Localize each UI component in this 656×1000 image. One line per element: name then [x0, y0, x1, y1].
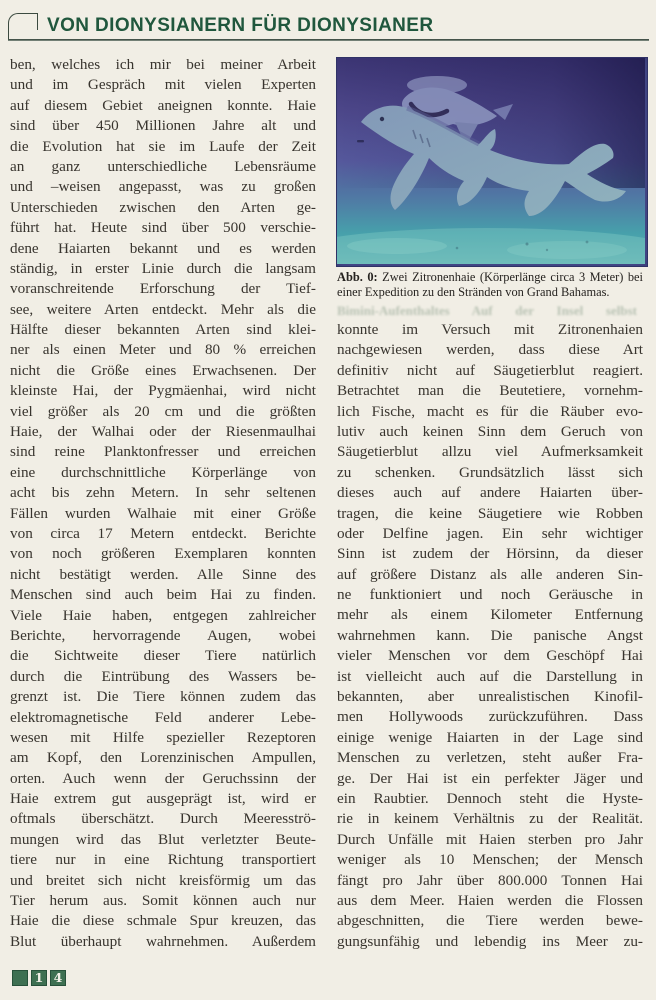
page-number	[12, 970, 66, 986]
text-line: ein Raubtier. Dennoch steht die Hyste-	[337, 789, 643, 807]
text-line: Hälfte dieser bekannten Arten sind klei-	[10, 321, 316, 339]
text-line: voranschreitende Erforschung der Tief-	[10, 280, 316, 298]
text-line: am Kopf, den Lorenzinischen Ampullen,	[10, 749, 316, 767]
text-line: bekannten, aber unrealistischen Kinofil-	[337, 688, 643, 706]
text-line: zu schenken. Grundsätzlich lässt sich	[337, 463, 643, 481]
text-line: Berichte, hervorragende Augen, wobei	[10, 626, 316, 644]
figure-caption-line1	[337, 270, 643, 285]
text-line: definitiv nicht auf Säugetierblut reagiert.	[337, 361, 643, 379]
text-line: weniger als 10 Menschen; der Mensch	[337, 851, 643, 869]
text-line: ner als einen Meter und 80 % erreichen	[10, 341, 316, 359]
text-line: tragen, die keine Säugetiere wie Robben	[337, 504, 643, 522]
figure-photo	[336, 57, 648, 267]
text-line: mungen wird das Blut verletzter Beute-	[10, 830, 316, 848]
text-line: tiere nur in eine Richtung transportiert	[10, 851, 316, 869]
text-line: viel größer als 20 cm und die größten	[10, 402, 316, 420]
text-line: aus dem Meer. Haien werden die Flossen	[337, 891, 643, 909]
text-line: ständig, in erster Linie durch die langsam	[10, 259, 316, 277]
text-line: fängt pro Jahr über 800.000 Tonnen Hai	[337, 871, 643, 889]
text-line: von circa 17 Metern entdeckt. Berichte	[10, 524, 316, 542]
right-column	[337, 320, 643, 952]
left-column	[10, 55, 316, 952]
text-line: lutiv auch keinen Sinn dem Geruch von	[337, 422, 643, 440]
text-line: die Evolution hat sie im Laufe der Zeit	[10, 137, 316, 155]
text-line: von noch größeren Exemplaren konnten	[10, 545, 316, 563]
page-number-digit-2: 4	[50, 970, 66, 986]
page-number-digit-1: 1	[31, 970, 47, 986]
text-line: ist vielleicht auch auf die Darstellung in	[337, 667, 643, 685]
text-line: dene Haiarten bekannt und es werden	[10, 239, 316, 257]
text-line: oftmals überschätzt. Durch Meeresströ-	[10, 810, 316, 828]
figure-caption-label: Abb. 0:	[337, 270, 378, 284]
text-line: men Hollywoods zurückzuführen. Dass	[337, 708, 643, 726]
text-line: elektromagnetische Feld anderer Lebe-	[10, 708, 316, 726]
text-line: auf größere Distanz als alle anderen Sin-	[337, 565, 643, 583]
text-line: lich Fische, macht es für die Räuber evo-	[337, 402, 643, 420]
lemon-sharks-illustration	[337, 58, 645, 264]
text-line: Betrachtet man die Beutetiere, vornehm-	[337, 382, 643, 400]
text-line: Viele Haie haben, entgegen zahlreicher	[10, 606, 316, 624]
text-line: Menschen zu verletzen, steht außer Fra-	[337, 749, 643, 767]
show-through-text: Bimini-Aufenthaltes Auf der Insel selbst	[337, 303, 637, 318]
text-line: die Sichtweite dieser Tiere natürlich	[10, 647, 316, 665]
text-line: Säugetierblut allzu viel Aufmerksamkeit	[337, 443, 643, 461]
figure-caption-line1-text: Zwei Zitronenhaie (Körperlänge circa 3 Meter) bei	[377, 270, 643, 284]
text-line: vieler Menschen vor dem Geschöpf Hai	[337, 647, 643, 665]
text-line: nicht bestätigt werden. Alle Sinne des	[10, 565, 316, 583]
header-tab-ornament	[8, 13, 38, 41]
text-line: mehr als einem Kilometer Entfernung	[337, 606, 643, 624]
text-line: Tier herum aus. Somit können auch nur	[10, 892, 316, 910]
text-line: Durch Unfälle mit Haien sterben pro Jahr	[337, 830, 643, 848]
text-line: ben, welches ich mir bei meiner Arbeit	[10, 56, 316, 73]
text-line: rie in keinem Verhältnis zu der Realität.	[337, 810, 643, 828]
figure-caption-line2: einer Expedition zu den Stränden von Grand Bahamas.	[337, 285, 610, 300]
text-line: wahrnehmen kann. Die panische Angst	[337, 626, 643, 644]
text-line: grenzt ist. Die Tiere können zudem das	[10, 688, 316, 706]
header-rule	[8, 39, 649, 41]
text-line: Haie die diese schmale Spur kreuzen, das	[10, 912, 316, 930]
text-line: konnte im Versuch mit Zitronenhaien	[337, 321, 643, 338]
text-line: Blut überhaupt wahrnehmen. Außerdem	[10, 932, 316, 950]
text-line: und –weisen angepasst, was zu großen	[10, 178, 316, 196]
text-line: Haie extrem gut ausgeprägt ist, wird er	[10, 790, 316, 808]
text-line: ne funktioniert und noch Geräusche in	[337, 586, 643, 604]
text-line: und breitet sich nicht kreisförmig um das	[10, 871, 316, 889]
text-line: Menschen sind auch beim Hai zu finden.	[10, 586, 316, 604]
figure-caption	[337, 270, 643, 301]
text-line: Sinn ist zudem der Hörsinn, da dieser	[337, 545, 643, 563]
text-line: kleinste Hai, der Pygmäenhai, wird nicht	[10, 382, 316, 400]
text-line: Unterschieden zwischen den Arten ge-	[10, 198, 316, 216]
text-line: dieses auch auf andere Haiarten über-	[337, 484, 643, 502]
text-line: Haie, der Walhai oder der Riesenmaulhai	[10, 423, 316, 441]
text-line: nachgewiesen werden, dass diese Art	[337, 341, 643, 359]
text-line: durch die Eintrübung des Wassers be-	[10, 667, 316, 685]
text-line: orten. Auch wenn der Geruchssinn der	[10, 769, 316, 787]
text-line: see, weitere Arten entdeckt. Mehr als die	[10, 300, 316, 318]
text-line: und im Gespräch mit vielen Experten	[10, 76, 316, 94]
text-line: sind reine Planktonfresser und erreichen	[10, 443, 316, 461]
text-line: gungsunfähig und lebendig ins Meer zu-	[337, 932, 643, 950]
text-line: ge. Der Hai ist ein perfekter Jäger und	[337, 769, 643, 787]
text-line: einige wenige Haiarten in der Lage sind	[337, 728, 643, 746]
text-line: eine durchschnittliche Körperlänge von	[10, 463, 316, 481]
text-line: auf diesem Gebiet aneignen konnte. Haie	[10, 96, 316, 114]
page-title: VON DIONYSIANERN FÜR DIONYSIANER	[47, 15, 434, 36]
text-line: oder Delfine jagen. Ein sehr wichtiger	[337, 524, 643, 542]
text-line: sind über 450 Millionen Jahre alt und	[10, 117, 316, 135]
text-line: führt hat. Heute sind über 500 verschie-	[10, 219, 316, 237]
text-line: Fällen wurden Walhaie mit einer Größe	[10, 504, 316, 522]
page-number-marker-square	[12, 970, 28, 986]
text-line: acht bis zehn Metern. In sehr seltenen	[10, 484, 316, 502]
text-line: wesen mit Hilfe spezieller Rezeptoren	[10, 728, 316, 746]
text-line: nicht die Größe eines Erwachsenen. Der	[10, 361, 316, 379]
header-tab-ornament-tick	[37, 13, 38, 30]
text-line: an ganz unterschiedliche Lebensräume	[10, 157, 316, 175]
text-line: abgeschnitten, die Tiere werden bewe-	[337, 912, 643, 930]
